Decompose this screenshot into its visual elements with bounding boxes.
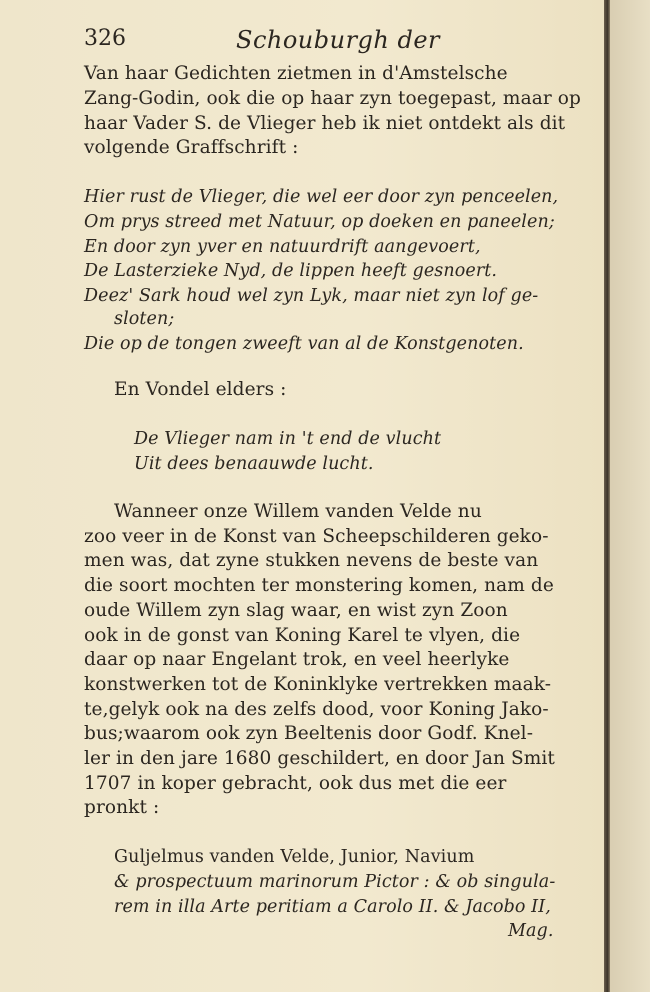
- vondel-intro: En Vondel elders :: [114, 379, 287, 400]
- page-number: 326: [84, 26, 126, 51]
- text-line: ook in de gonst van Koning Karel te vlyen, die: [84, 625, 521, 646]
- text-line: Wanneer onze Willem vanden Velde nu: [114, 501, 482, 522]
- running-title: Schouburgh der: [236, 26, 441, 54]
- inscription-line: & prospectuum marinorum Pictor : & ob singula-: [114, 872, 556, 892]
- verse-line: De Lasterzieke Nyd, de lippen heeft gesnoert.: [84, 261, 498, 281]
- verse-line: Hier rust de Vlieger, die wel eer door zyn penceelen,: [84, 187, 559, 207]
- text-line: volgende Graffschrift :: [84, 137, 299, 158]
- verse-line: Om prys streed met Natuur, op doeken en paneelen;: [84, 212, 555, 232]
- inscription-line: rem in illa Arte peritiam a Carolo II. & Jacobo II,: [114, 897, 551, 917]
- text-line: Zang-Godin, ook die op haar zyn toegepast, maar op: [84, 88, 581, 109]
- text-line: men was, dat zyne stukken nevens de beste van: [84, 550, 539, 571]
- text-line: daar op naar Engelant trok, en veel heerlyke: [84, 649, 510, 670]
- verse-line: Die op de tongen zweeft van al de Konstgenoten.: [84, 334, 524, 354]
- verse-line: En door zyn yver en natuurdrift aangevoert,: [84, 237, 481, 257]
- text-line: bus;waarom ook zyn Beeltenis door Godf. Knel-: [84, 723, 534, 744]
- text-line: te,gelyk ook na des zelfs dood, voor Koning Jako-: [84, 699, 549, 720]
- text-line: 1707 in koper gebracht, ook dus met die eer: [84, 773, 507, 794]
- facing-page-edge: [610, 0, 650, 992]
- inscription-line: Mag.: [508, 921, 554, 941]
- text-line: oude Willem zyn slag waar, en wist zyn Zoon: [84, 600, 508, 621]
- verse-line: Deez' Sark houd wel zyn Lyk, maar niet zyn lof ge-: [84, 286, 539, 306]
- text-line: die soort mochten ter monstering komen, nam de: [84, 575, 554, 596]
- text-line: pronkt :: [84, 797, 160, 818]
- text-line: haar Vader S. de Vlieger heb ik niet ontdekt als dit: [84, 113, 566, 134]
- page-header: [0, 26, 604, 56]
- text-line: Van haar Gedichten zietmen in d'Amstelsche: [84, 63, 508, 84]
- text-line: ler in den jare 1680 geschildert, en door Jan Smit: [84, 748, 555, 769]
- text-line: zoo veer in de Konst van Scheepschilderen geko-: [84, 526, 549, 547]
- verse-line: De Vlieger nam in 't end de vlucht: [134, 429, 442, 449]
- verse-line: Uit dees benaauwde lucht.: [134, 454, 374, 474]
- text-line: konstwerken tot de Koninklyke vertrekken maak-: [84, 674, 552, 695]
- verse-line: sloten;: [114, 309, 175, 329]
- inscription-line: Guljelmus vanden Velde, Junior, Navium: [114, 847, 475, 867]
